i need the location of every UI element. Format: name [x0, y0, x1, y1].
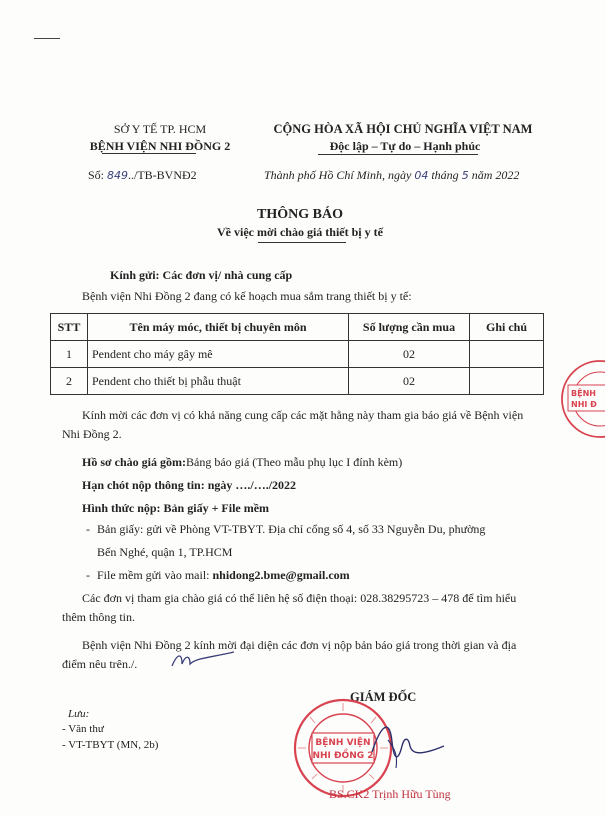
initials-flourish: [168, 646, 238, 674]
date-place: Thành phố Hồ Chí Minh, ngày: [264, 168, 412, 182]
table-cell-stt: 1: [51, 341, 88, 368]
recipients-label: Lưu:: [68, 708, 90, 720]
table-header: Số lượng cần mua: [349, 314, 470, 341]
document-subtitle: Về việc mời chào giá thiết bị y tế: [217, 225, 383, 239]
table-cell-name: Pendent cho thiết bị phẫu thuật: [88, 368, 349, 395]
signer-name: BS.CK2 Trịnh Hữu Tùng: [329, 787, 451, 801]
table-cell-qty: 02: [349, 368, 470, 395]
hospital-name: BỆNH VIỆN NHI ĐỒNG 2: [89, 139, 231, 153]
margin-stamp: [554, 355, 605, 443]
number-handwritten: 849: [107, 169, 129, 182]
equipment-table: [50, 313, 544, 395]
document-title: THÔNG BÁO: [257, 207, 343, 222]
number-prefix: Số:: [88, 168, 105, 182]
stamp-line-1: BỆNH VIỆN: [315, 738, 371, 748]
signature-scribble: [368, 712, 448, 772]
margin-stamp-line-2: NHI Đ: [571, 400, 597, 409]
table-cell-qty: 02: [349, 341, 470, 368]
recipient-item: - Văn thư: [62, 723, 104, 735]
table-row: [51, 368, 544, 395]
motto-underline: [318, 154, 478, 155]
recipient-item: - VT-TBYT (MN, 2b): [62, 739, 159, 751]
date-line: [264, 168, 519, 183]
table-header: STT: [51, 314, 88, 341]
contact-paragraph: Các đơn vị tham gia chào giá có thể liên hệ số điện thoại: 028.38295723 – 478 để tìm hiểu thêm thông tin.: [62, 591, 517, 624]
invite-paragraph: Kính mời các đơn vị có khả năng cung cấp các mặt hằng này tham gia báo giá về Bệnh viện Nhi Đồng 2.: [62, 408, 524, 441]
dossier-label: Hồ sơ chào giá gồm:: [82, 455, 186, 469]
closing-paragraph: Bệnh viện Nhi Đồng 2 kính mời đại diện các đơn vị nộp bản báo giá trong thời gian và địa điểm nêu trên./.: [62, 638, 517, 671]
deadline-line: Hạn chót nộp thông tin: ngày …./…./2022: [82, 478, 297, 492]
file-label: File mềm gửi vào mail:: [97, 568, 210, 582]
dept-name: SỞ Y TẾ TP. HCM: [113, 122, 207, 136]
date-month: 5: [461, 169, 469, 182]
paper-submission-line-1: Bản giấy: gửi về Phòng VT-TBYT. Địa chỉ cổng số 4, số 33 Nguyễn Du, phường: [97, 522, 486, 536]
table-cell-stt: 2: [51, 368, 88, 395]
table-row: [51, 341, 544, 368]
bullet-dash: -: [86, 522, 90, 536]
table-cell-note: [470, 341, 544, 368]
number-suffix: ../TB-BVNĐ2: [128, 168, 197, 182]
title-underline: [258, 242, 346, 243]
submit-form-line: Hình thức nộp: Bản giấy + File mềm: [82, 501, 270, 515]
stamp-line-2: NHI ĐỒNG 2: [312, 751, 374, 761]
intro-text: Bệnh viện Nhi Đồng 2 đang có kế hoạch mua sắm trang thiết bị y tế:: [82, 289, 412, 303]
document-number: [88, 168, 197, 183]
paper-submission-line-2: Bến Nghé, quận 1, TP.HCM: [97, 545, 233, 559]
table-cell-name: Pendent cho máy gây mê: [88, 341, 349, 368]
table-header: Ghi chú: [470, 314, 544, 341]
greeting: Kính gửi: Các đơn vị/ nhà cung cấp: [110, 268, 293, 282]
table-header: Tên máy móc, thiết bị chuyên môn: [88, 314, 349, 341]
dossier-value: Bảng báo giá (Theo mẫu phụ lục I đính kèm): [185, 455, 403, 469]
date-day: 04: [414, 169, 429, 182]
margin-stamp-line-1: BỆNH: [571, 389, 596, 398]
email-address: nhidong2.bme@gmail.com: [212, 568, 350, 582]
date-month-label: tháng: [431, 168, 459, 182]
file-submission-line: [97, 568, 350, 583]
national-motto: Độc lập – Tự do – Hạnh phúc: [329, 139, 481, 153]
table-cell-note: [470, 368, 544, 395]
dossier-line: [82, 455, 402, 470]
scan-mark: [34, 38, 60, 39]
date-year: năm 2022: [471, 168, 520, 182]
bullet-dash: -: [86, 568, 90, 582]
hospital-underline: [102, 153, 196, 154]
signature-title: GIÁM ĐỐC: [350, 690, 417, 704]
country-name: CỘNG HÒA XÃ HỘI CHỦ NGHĨA VIỆT NAM: [273, 122, 533, 136]
table-header-row: [51, 314, 544, 341]
